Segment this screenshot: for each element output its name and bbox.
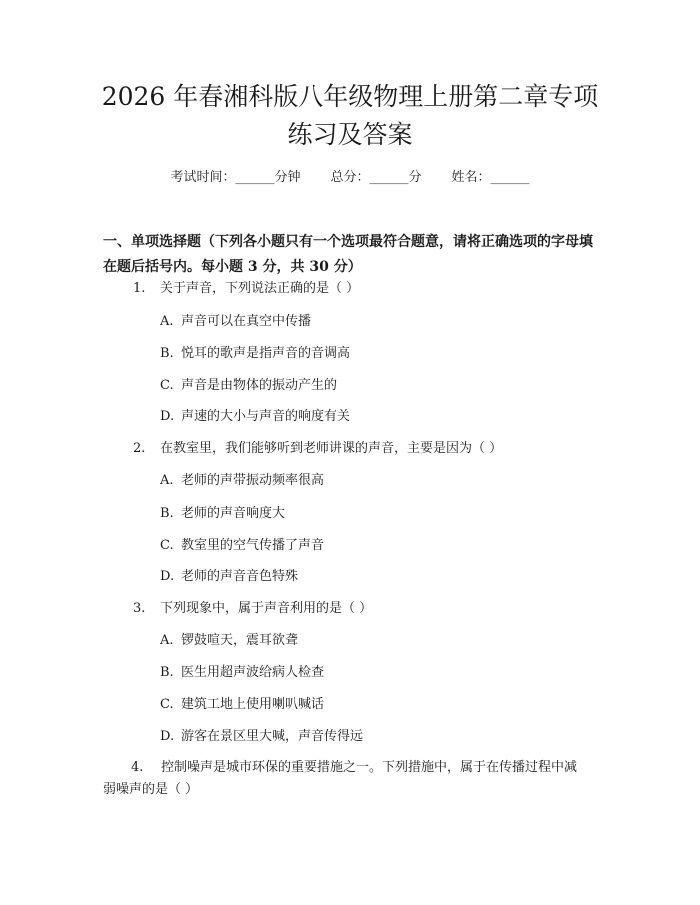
question-4-line-1 [103, 757, 603, 779]
option-text: 声速的大小与声音的响度有关 [181, 409, 351, 424]
question-number: 1. [133, 281, 146, 296]
option-text: 游客在景区里大喊，声音传得远 [181, 729, 364, 744]
option-text: 教室里的空气传播了声音 [181, 538, 325, 553]
question-number: 2. [133, 441, 146, 456]
question-2-option-d [160, 566, 298, 588]
option-letter: C. [160, 697, 174, 712]
question-1-option-a [160, 311, 311, 333]
option-text: 老师的声音音色特殊 [181, 569, 299, 584]
option-letter: C. [160, 378, 174, 393]
option-text: 悦耳的歌声是指声音的音调高 [181, 346, 351, 361]
option-letter: B. [160, 346, 174, 361]
question-2-option-c [160, 535, 324, 557]
question-text: 下列现象中，属于声音利用的是（ ） [160, 601, 373, 616]
time-blank: ______ [235, 170, 275, 185]
score-unit: 分 [408, 170, 422, 185]
name-blank: ______ [490, 170, 530, 185]
option-letter: B. [160, 665, 174, 680]
question-1-option-d [160, 406, 350, 428]
name-label: 姓名： [451, 170, 491, 185]
question-3-option-d [160, 726, 363, 748]
time-label: 考试时间： [170, 170, 236, 185]
option-text: 声音是由物体的振动产生的 [181, 378, 338, 393]
option-text: 老师的声音响度大 [181, 506, 286, 521]
question-4-line-2 [103, 779, 603, 801]
question-text: 弱噪声的是（ ） [103, 782, 199, 797]
question-text: 关于声音，下列说法正确的是（ ） [160, 281, 360, 296]
section-heading-line-2: 在题后括号内。每小题 3 分，共 30 分） [103, 259, 362, 275]
exam-info-row [0, 168, 700, 188]
option-letter: A. [160, 473, 174, 488]
document-title-line-1: 2026 年春湘科版八年级物理上册第二章专项 [101, 82, 599, 111]
option-letter: A. [160, 314, 174, 329]
question-2 [133, 438, 603, 460]
question-1-option-c [160, 375, 337, 397]
option-text: 老师的声带振动频率很高 [181, 473, 325, 488]
question-2-option-a [160, 470, 324, 492]
option-letter: A. [160, 633, 174, 648]
section-heading-line-1: 一、单项选择题（下列各小题只有一个选项最符合题意，请将正确选项的字母填 [103, 234, 593, 250]
question-3-option-c [160, 694, 324, 716]
question-1 [133, 278, 603, 300]
score-blank: ______ [369, 170, 409, 185]
option-letter: B. [160, 506, 174, 521]
question-3-option-b [160, 662, 324, 684]
question-3 [133, 598, 603, 620]
option-letter: D. [160, 409, 175, 424]
option-text: 声音可以在真空中传播 [181, 314, 312, 329]
time-unit: 分钟 [274, 170, 301, 185]
option-text: 建筑工地上使用喇叭喊话 [181, 697, 325, 712]
question-number: 4. [131, 760, 144, 775]
question-3-option-a [160, 630, 298, 652]
option-letter: D. [160, 569, 175, 584]
option-text: 医生用超声波给病人检查 [181, 665, 325, 680]
question-text: 在教室里，我们能够听到老师讲课的声音，主要是因为（ ） [160, 441, 503, 456]
question-number: 3. [133, 601, 146, 616]
option-letter: D. [160, 729, 175, 744]
question-1-option-b [160, 343, 350, 365]
question-text: 控制噪声是城市环保的重要措施之一。下列措施中，属于在传播过程中减 [161, 760, 578, 775]
document-title-line-2: 练习及答案 [287, 120, 413, 149]
option-text: 锣鼓喧天，震耳欲聋 [181, 633, 299, 648]
option-letter: C. [160, 538, 174, 553]
score-label: 总分： [330, 170, 370, 185]
question-2-option-b [160, 503, 285, 525]
